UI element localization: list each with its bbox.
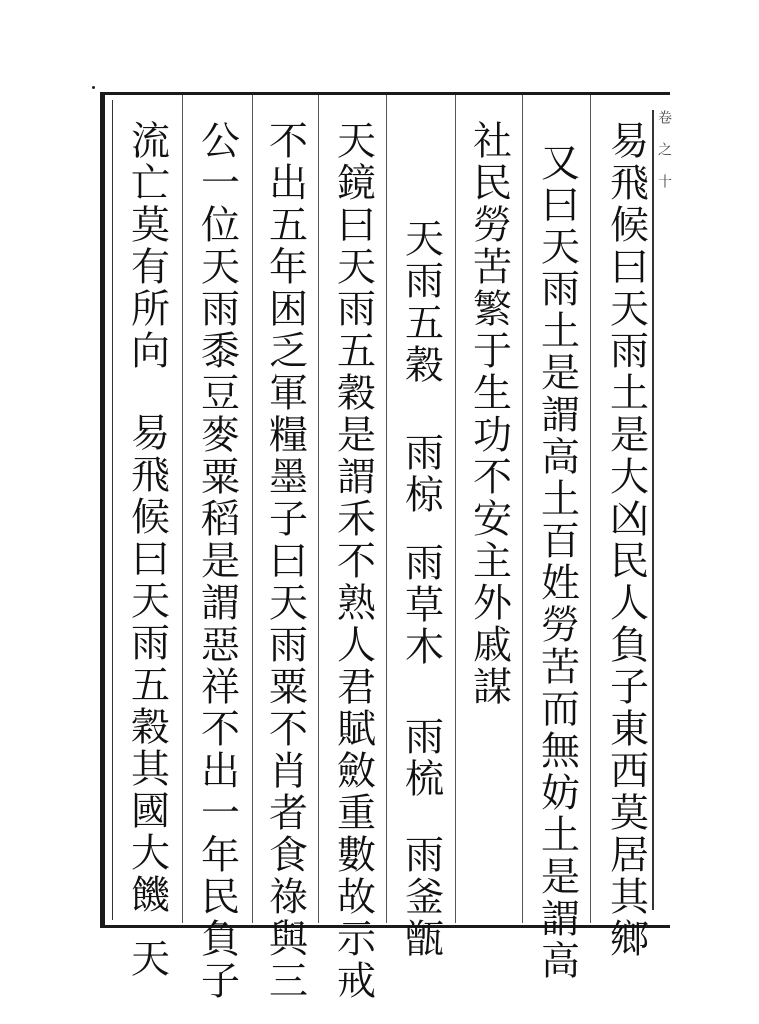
- column-text: 天鏡曰天雨五穀是謂禾不熟人君賦斂重數故示戒: [330, 120, 376, 1002]
- column-rule: [318, 95, 319, 923]
- inner-frame-line: [112, 100, 113, 920]
- margin-label: 卷之十: [656, 110, 672, 206]
- column-text: 社民勞苦繁于生功不安主外戚謀: [466, 120, 512, 708]
- column-text: 不出五年困乏軍糧墨子曰天雨粟不肖者食祿與三: [262, 120, 308, 1002]
- column-text: 雨椋: [398, 432, 444, 516]
- column-rule: [252, 95, 253, 923]
- column-text: 天: [124, 938, 170, 980]
- column-text: 公一位天雨黍豆麥粟稻是謂惡祥不出一年民負子: [194, 120, 240, 1002]
- column-text: 易飛候曰天雨五穀其國大饑: [124, 412, 170, 916]
- column-rule: [386, 95, 387, 923]
- text-column-3: [463, 120, 515, 920]
- column-text: 易飛候曰天雨土是大凶民人負子東西莫居其鄉: [603, 120, 649, 960]
- column-rule: [182, 95, 183, 923]
- column-text: 流亡莫有所向: [124, 120, 170, 372]
- page-frame: [100, 92, 670, 928]
- column-text: 雨梳: [398, 716, 444, 800]
- column-text: 又曰天雨土是謂高土百姓勞苦而無妨土是謂高: [534, 142, 580, 982]
- column-rule: [522, 95, 523, 923]
- column-text: 雨釜甑: [398, 834, 444, 960]
- text-column-7: [191, 120, 243, 1002]
- text-column-1: [600, 120, 652, 960]
- text-column-2: [531, 142, 583, 982]
- column-rule: [455, 95, 456, 923]
- text-column-8: [121, 120, 173, 980]
- column-text: 雨草木: [398, 542, 444, 668]
- margin-strip: [652, 110, 672, 910]
- text-column-6: [259, 120, 311, 1002]
- column-rule: [590, 95, 591, 923]
- ink-speck: [92, 86, 95, 89]
- text-column-5: [327, 120, 379, 1002]
- column-text: 天雨五穀: [398, 218, 444, 386]
- text-column-4: [395, 218, 447, 1018]
